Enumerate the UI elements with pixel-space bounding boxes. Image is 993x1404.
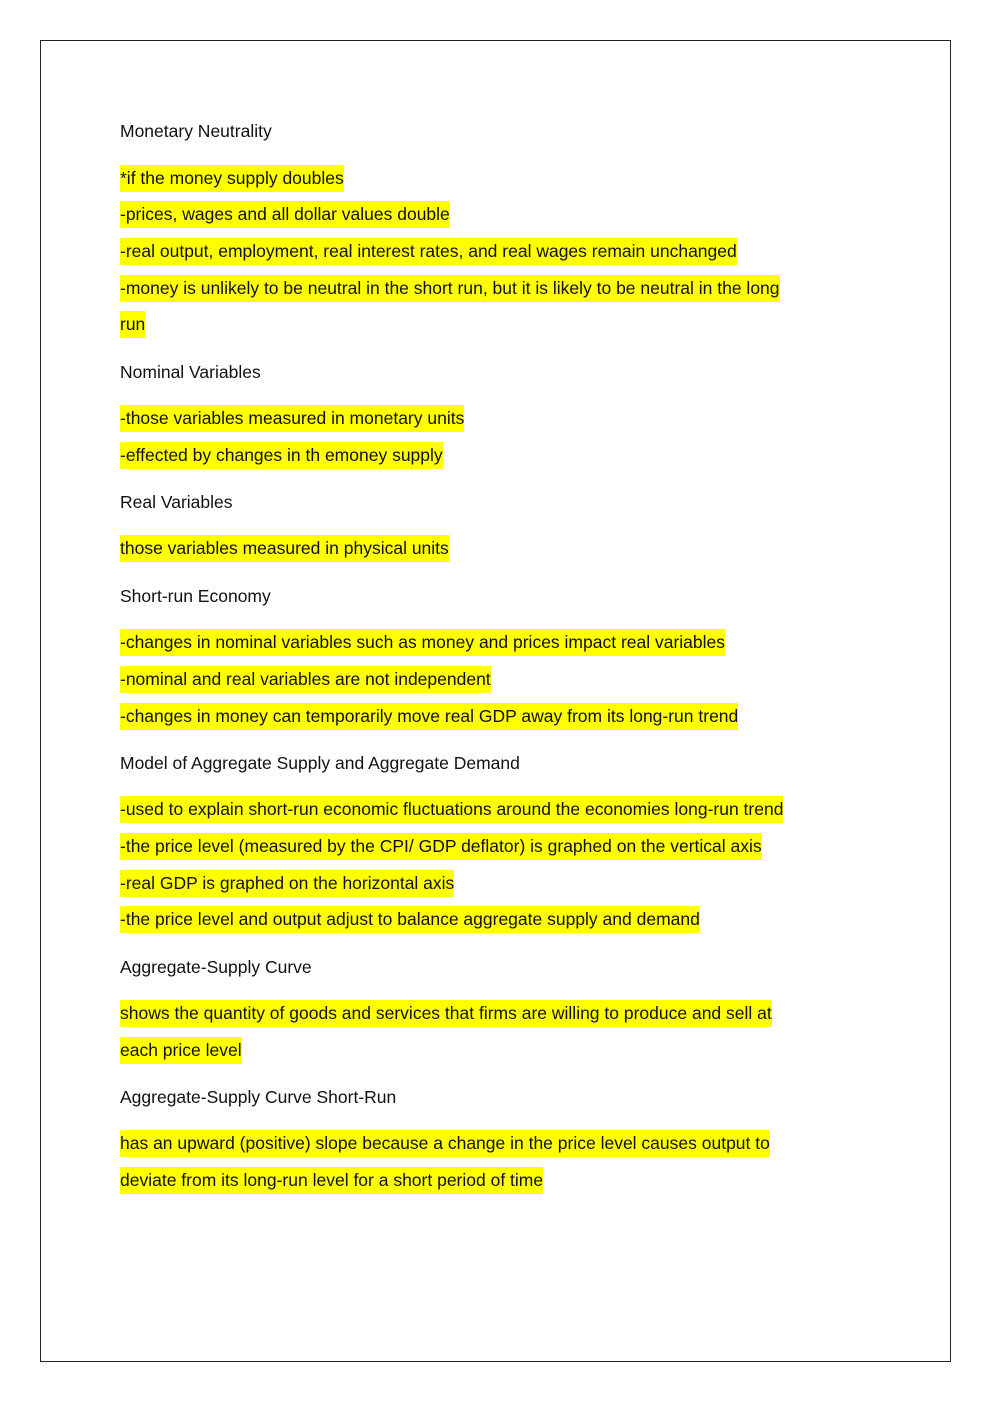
note-line <box>120 530 880 567</box>
note-line <box>120 1162 880 1199</box>
highlighted-text: -the price level and output adjust to balance aggregate supply and demand <box>120 906 700 933</box>
section-ad-as-model <box>120 748 880 938</box>
highlighted-text: -changes in nominal variables such as money and prices impact real variables <box>120 629 725 656</box>
section-heading: Monetary Neutrality <box>120 121 272 141</box>
section-notes <box>120 1125 880 1198</box>
note-line <box>120 160 880 197</box>
section-heading: Aggregate-Supply Curve Short-Run <box>120 1086 397 1107</box>
highlighted-text: -changes in money can temporarily move real GDP away from its long-run trend <box>120 703 738 730</box>
section-notes <box>120 624 880 734</box>
document-body <box>120 116 880 1212</box>
note-line <box>120 698 880 735</box>
note-line <box>120 196 880 233</box>
highlighted-text: shows the quantity of goods and services that firms are willing to produce and sell at <box>120 1000 772 1027</box>
section-real-variables <box>120 487 880 567</box>
section-monetary-neutrality <box>120 116 880 343</box>
section-notes <box>120 160 880 344</box>
section-heading: Real Variables <box>120 491 233 512</box>
section-heading: Model of Aggregate Supply and Aggregate Demand <box>120 752 520 773</box>
highlighted-text: each price level <box>120 1037 242 1064</box>
note-line <box>120 661 880 698</box>
highlighted-text: those variables measured in physical units <box>120 535 449 562</box>
highlighted-text: -prices, wages and all dollar values double <box>120 201 450 228</box>
highlighted-text: -money is unlikely to be neutral in the short run, but it is likely to be neutral in the long <box>120 275 780 302</box>
note-line <box>120 437 880 474</box>
section-heading: Short-run Economy <box>120 585 271 606</box>
note-line <box>120 270 880 307</box>
section-heading: Nominal Variables <box>120 361 261 382</box>
section-notes <box>120 995 880 1068</box>
section-notes <box>120 400 880 473</box>
note-line <box>120 624 880 661</box>
note-line <box>120 995 880 1032</box>
note-line <box>120 828 880 865</box>
highlighted-text: -effected by changes in th emoney supply <box>120 442 443 469</box>
highlighted-text: -real output, employment, real interest rates, and real wages remain unchanged <box>120 238 737 265</box>
section-short-run-economy <box>120 581 880 735</box>
note-line <box>120 400 880 437</box>
section-heading: Aggregate-Supply Curve <box>120 956 312 977</box>
highlighted-text: -those variables measured in monetary units <box>120 405 464 432</box>
highlighted-text: -the price level (measured by the CPI/ GDP deflator) is graphed on the vertical axis <box>120 833 762 860</box>
highlighted-text: has an upward (positive) slope because a change in the price level causes output to <box>120 1130 770 1157</box>
note-line <box>120 233 880 270</box>
section-nominal-variables <box>120 357 880 474</box>
note-line <box>120 901 880 938</box>
section-notes <box>120 791 880 938</box>
highlighted-text: -nominal and real variables are not independent <box>120 666 491 693</box>
section-aggregate-supply-curve <box>120 952 880 1069</box>
section-aggregate-supply-short-run <box>120 1082 880 1199</box>
highlighted-text: run <box>120 311 145 338</box>
note-line <box>120 1125 880 1162</box>
note-line <box>120 1032 880 1069</box>
section-notes <box>120 530 880 567</box>
highlighted-text: -used to explain short-run economic fluctuations around the economies long-run trend <box>120 796 783 823</box>
note-line <box>120 865 880 902</box>
highlighted-text: deviate from its long-run level for a short period of time <box>120 1167 543 1194</box>
note-line <box>120 306 880 343</box>
note-line <box>120 791 880 828</box>
highlighted-text: *if the money supply doubles <box>120 165 344 192</box>
highlighted-text: -real GDP is graphed on the horizontal axis <box>120 870 454 897</box>
